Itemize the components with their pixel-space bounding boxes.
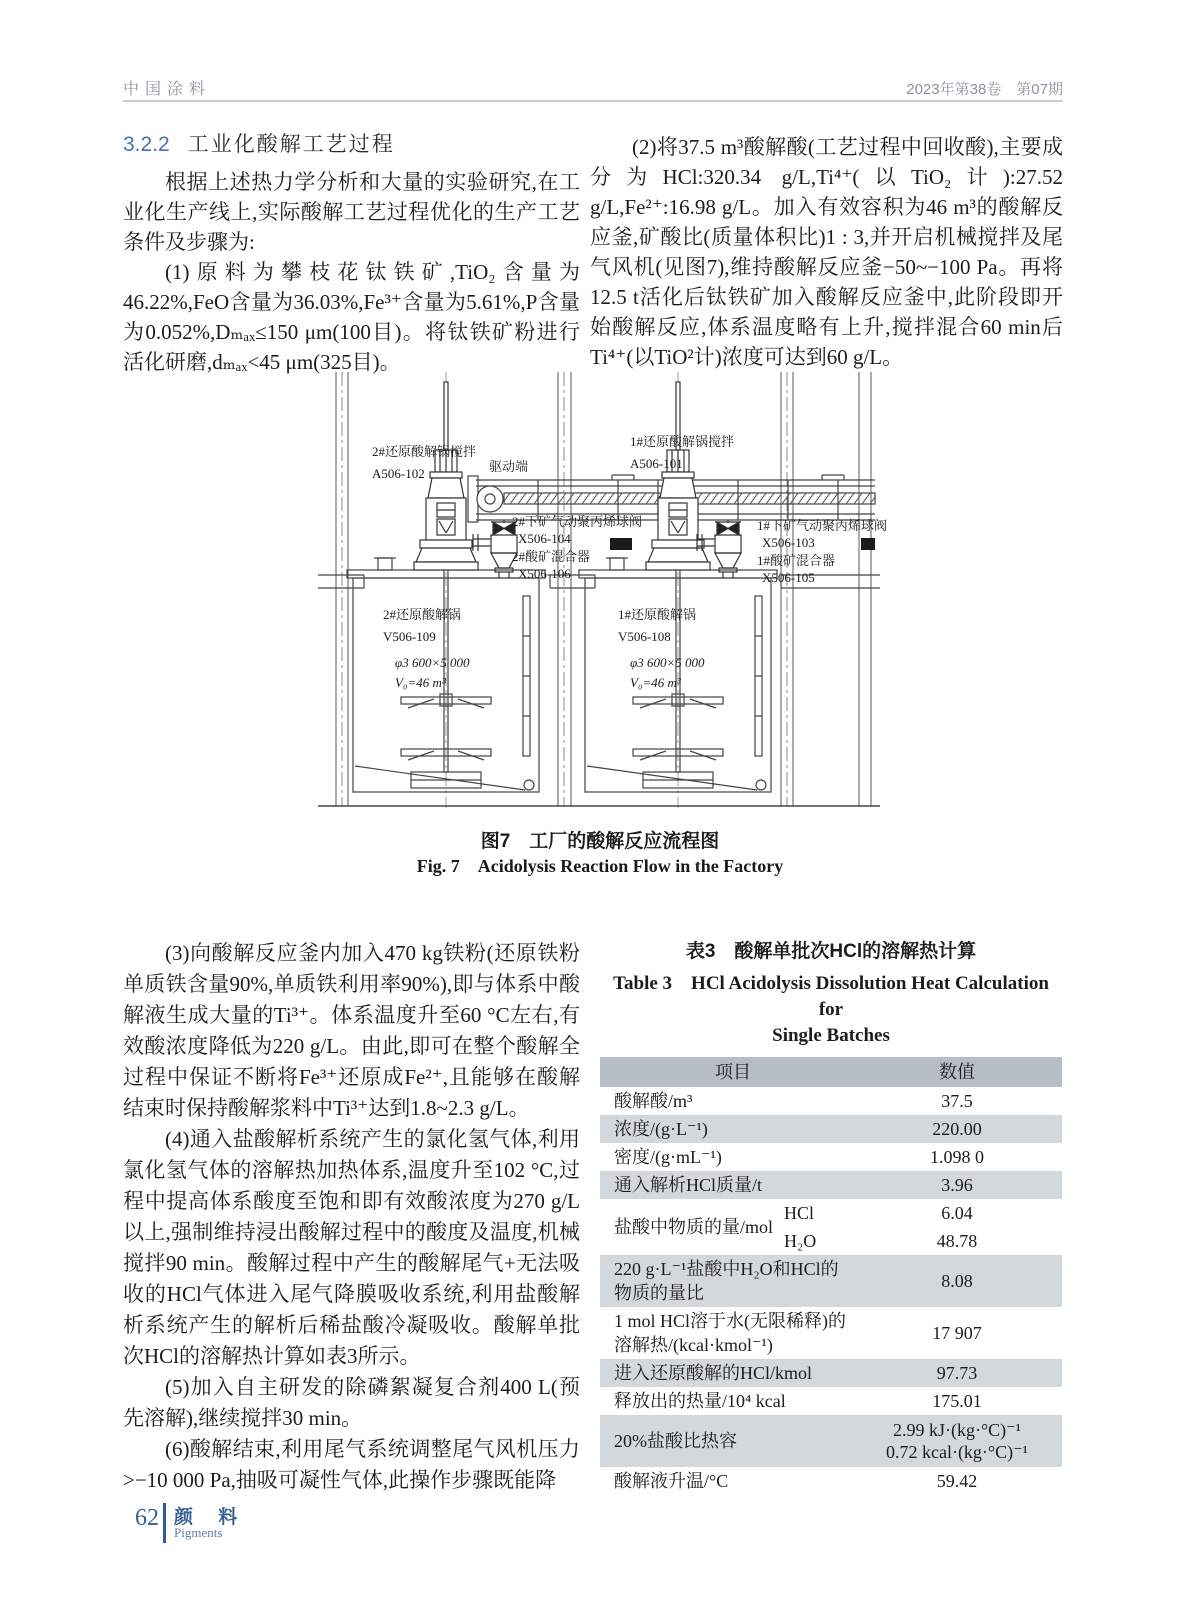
footer-section-en: Pigments	[174, 1525, 223, 1540]
row-value: 8.08	[941, 1271, 973, 1291]
paragraph-step5: (5)加入自主研发的除磷絮凝复合剂400 L(预先溶解),继续搅拌30 min。	[123, 1375, 580, 1430]
row-value-line1: 2.99 kJ·(kg·°C)⁻¹	[892, 1420, 1022, 1440]
building-columns	[336, 372, 871, 806]
label-valve1-name: 1#下矿气动聚丙烯球阀	[757, 518, 888, 533]
label-tank1-size: φ3 600×5 000	[630, 655, 705, 670]
table-row	[600, 1255, 1062, 1307]
section-title: 工业化酸解工艺过程	[187, 133, 395, 156]
row-value: 37.5	[941, 1091, 973, 1111]
row-item: 酸解液升温/°C	[614, 1471, 729, 1491]
label-agitator2-name: 2#还原酸解锅搅拌	[372, 444, 477, 459]
label-mixer2-tag: X506-106	[518, 566, 571, 581]
row-item: 1 mol HCl溶于水(无限稀释)的溶解热/(kcal·kmol⁻¹)	[614, 1311, 846, 1355]
row-item: 进入还原酸解的HCl/kmol	[614, 1363, 813, 1383]
table-row	[600, 1467, 1062, 1495]
row-item: 盐酸中物质的量/mol	[614, 1217, 774, 1237]
paragraph-step3: (3)向酸解反应釜内加入470 kg铁粉(还原铁粉单质铁含量90%,单质铁利用率90%),即与体系中酸解液生成大量的Ti³⁺。体系温度升至60 °C左右,有效酸浓度降低为220 g/L。由此,即可在整个酸解全过程中保证不断将Fe³⁺还原成Fe²⁺,且能够在酸解结束时保持酸解浆料中Ti³⁺达到1.8~2.3 g/L。	[123, 941, 580, 1120]
label-mixer1-name: 1#酸矿混合器	[757, 553, 836, 568]
page-number: 62	[135, 1505, 159, 1531]
paragraph-intro: 根据上述热力学分析和大量的实验研究,在工业化生产线上,实际酸解工艺过程优化的生产工艺条件及步骤为:	[123, 170, 580, 254]
right-column-top	[590, 132, 1063, 372]
row-value	[852, 1419, 1062, 1463]
section-heading	[123, 130, 580, 160]
label-tank2-size: φ3 600×5 000	[395, 655, 470, 670]
label-tank2-name: 2#还原酸解锅	[383, 607, 462, 622]
paragraph-step6: (6)酸解结束,利用尾气系统调整尾气风机压力>−10 000 Pa,抽吸可凝性气体,此操作步骤既能降	[123, 1437, 580, 1492]
table3-title-en-line2: Single Batches	[772, 1025, 890, 1046]
header-rule	[123, 100, 1063, 102]
figure7-svg	[318, 372, 880, 814]
journal-name: 中国涂料	[123, 81, 212, 98]
row-item: 浓度/(g·L⁻¹)	[614, 1119, 708, 1139]
sub-row	[784, 1199, 1062, 1227]
label-mixer2-name: 2#酸矿混合器	[512, 549, 591, 564]
sub-rows	[784, 1199, 1062, 1255]
footer-section-zh: 颜 料	[174, 1507, 248, 1528]
table3-block	[600, 936, 1062, 1495]
label-valve2-name: 2#下矿气动聚丙烯球阀	[512, 514, 643, 529]
label-tank2-volume: V₀=46 m³	[395, 675, 446, 690]
table3-title-zh: 表3 酸解单批次HCl的溶解热计算	[685, 941, 977, 962]
row-value: 1.098 0	[930, 1147, 984, 1167]
row-value: 220.00	[932, 1119, 982, 1139]
label-drive-end: 驱动端	[489, 459, 529, 474]
table-row	[600, 1171, 1062, 1199]
label-valve1-tag: X506-103	[762, 535, 815, 550]
paragraph-step4: (4)通入盐酸解析系统产生的氯化氢气体,利用氯化氢气体的溶解热加热体系,温度升至102 °C,过程中提高体系酸度至饱和即有效酸浓度为270 g/L以上,强制维持浸出酸解过程中的酸度及温度,机械搅拌90 min。酸解过程中产生的酸解尾气+无法吸收的HCl气体进入尾气降膜吸收系统,利用盐酸解析系统产生的解析后稀盐酸冷凝吸收。酸解单批次HCl的溶解热计算如表3所示。	[123, 1127, 580, 1368]
label-tank1-name: 1#还原酸解锅	[618, 607, 697, 622]
row-item: 密度/(g·mL⁻¹)	[614, 1147, 722, 1167]
agitator-1	[646, 382, 710, 570]
footer-divider	[163, 1503, 166, 1543]
row-value-line2: 0.72 kcal·(kg·°C)⁻¹	[885, 1442, 1029, 1462]
label-tank1-volume: V₀=46 m³	[630, 675, 681, 690]
row-value: 97.73	[936, 1363, 978, 1383]
issue-info: 2023年第38卷 第07期	[906, 81, 1063, 98]
table3-title-en-line1: Table 3 HCl Acidolysis Dissolution Heat Calculation for	[613, 973, 1049, 1020]
table-row	[600, 1143, 1062, 1171]
section-marker	[861, 538, 875, 550]
table-row	[600, 1115, 1062, 1143]
row-value: 17 907	[932, 1323, 982, 1343]
row-value: 6.04	[941, 1203, 973, 1223]
table-row	[600, 1199, 1062, 1255]
figure7-caption-zh: 图7 工厂的酸解反应流程图	[480, 831, 720, 852]
label-agitator2-tag: A506-102	[372, 466, 425, 481]
table-row	[600, 1087, 1062, 1115]
column-header-item: 项目	[715, 1062, 751, 1082]
column-header-value: 数值	[939, 1062, 975, 1082]
section-marker	[610, 538, 632, 550]
paragraph-step2: (2)将37.5 m³酸解酸(工艺过程中回收酸),主要成分为HCl:320.34 g/L,Ti⁴⁺(以TiO₂计):27.52 g/L,Fe²⁺:16.98 g/L。加入有效容积为46 m³的酸解反应釜,矿酸比(质量体积比)1 : 3,并开启机械搅拌及尾气风机(见图7),维持酸解反应釜−50~−100 Pa。再将12.5 t活化后钛铁矿加入酸解反应釜中,此阶段即开始酸解反应,体系温度略有上升,搅拌混合60 min后Ti⁴⁺(以TiO²计)浓度可达到60 g/L。	[590, 135, 1063, 369]
sub-row-name: HCl	[784, 1202, 815, 1223]
label-tank1-tag: V506-108	[618, 629, 671, 644]
label-agitator1-tag: A506-101	[630, 456, 683, 471]
label-valve2-tag: X506-104	[518, 531, 571, 546]
row-value: 175.01	[932, 1391, 982, 1411]
row-value: 48.78	[936, 1231, 978, 1251]
left-column-bottom	[123, 938, 580, 1496]
section-number: 3.2.2	[123, 133, 170, 156]
label-agitator1-name: 1#还原酸解锅搅拌	[630, 434, 735, 449]
row-value: 59.42	[936, 1471, 978, 1491]
sub-row	[784, 1227, 1062, 1255]
table-row	[600, 1387, 1062, 1415]
row-item: 220 g·L⁻¹盐酸中H₂O和HCl的物质的量比	[614, 1259, 839, 1303]
label-tank2-tag: V506-109	[383, 629, 436, 644]
table-row	[600, 1307, 1062, 1359]
row-item: 通入解析HCl质量/t	[614, 1175, 763, 1195]
table-row	[600, 1359, 1062, 1387]
left-column-top	[123, 130, 580, 377]
mixer-2	[473, 520, 517, 578]
paragraph-step1: (1)原料为攀枝花钛铁矿,TiO₂含量为46.22%,FeO含量为36.03%,Fe³⁺含量为5.61%,P含量为0.052%,Dₘₐₓ≤150 μm(100目)。将钛铁矿粉进行活化研磨,dₘₐₓ<45 μm(325目)。	[123, 260, 580, 374]
table-row	[600, 1415, 1062, 1467]
table-header-row	[600, 1057, 1062, 1087]
row-item: 20%盐酸比热容	[614, 1431, 737, 1451]
table3	[600, 1057, 1062, 1495]
row-item: 酸解酸/m³	[614, 1091, 693, 1111]
label-mixer1-tag: X506-105	[762, 570, 815, 585]
figure7-drawing	[318, 372, 880, 814]
sub-row-name: H₂O	[784, 1230, 817, 1251]
figure7-caption-en: Fig. 7 Acidolysis Reaction Flow in the Factory	[416, 856, 784, 876]
row-item: 释放出的热量/10⁴ kcal	[614, 1391, 786, 1411]
row-value: 3.96	[941, 1175, 973, 1195]
